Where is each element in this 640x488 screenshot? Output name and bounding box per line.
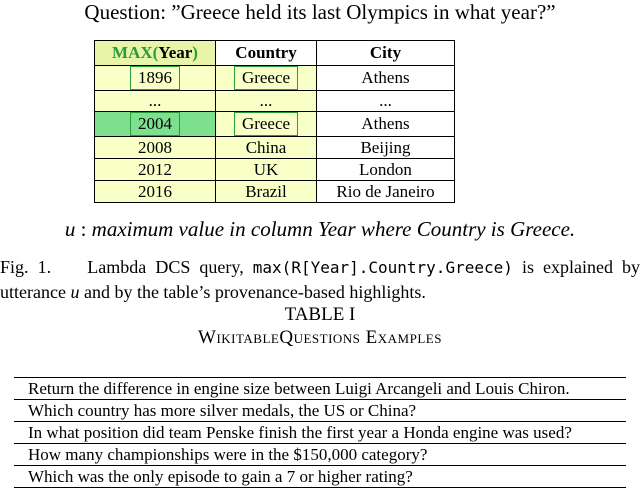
max-label: MAX(	[112, 43, 159, 62]
caption-pre: Lambda DCS query,	[87, 257, 244, 277]
caption-query: max(R[Year].Country.Greece)	[252, 258, 513, 277]
year-cell: 2008	[95, 137, 216, 159]
table-row	[14, 400, 626, 422]
utterance-text: maximum value in column Year where Country is Greece.	[91, 217, 576, 241]
example-cell: Which country has more silver medals, the US or China?	[14, 400, 626, 422]
year-cell: 2012	[95, 159, 216, 181]
table-header-row	[95, 41, 455, 66]
city-cell: Athens	[317, 66, 455, 91]
caption-post: and by the table’s provenance-based highlights.	[83, 282, 426, 302]
highlighted-year: 1896	[130, 66, 180, 90]
table-subtitle: WikitableQuestions Examples	[198, 327, 442, 348]
highlighted-country: Greece	[234, 66, 298, 90]
utterance	[0, 217, 640, 242]
city-cell: ...	[317, 91, 455, 112]
example-cell: In what position did team Penske finish the first year a Honda engine was used?	[14, 422, 626, 444]
year-cell: 2016	[95, 181, 216, 203]
table-row	[14, 466, 626, 488]
caption-var: u	[70, 282, 80, 302]
question-text: Question: ”Greece held its last Olympics in what year?”	[84, 0, 556, 24]
country-cell	[216, 66, 317, 91]
figure-caption	[0, 255, 640, 304]
caption-mid: is explained by utterance	[0, 257, 640, 302]
table-row	[14, 444, 626, 466]
year-header	[95, 41, 216, 66]
table-row	[14, 378, 626, 400]
year-cell	[95, 112, 216, 137]
year-label: Year	[158, 43, 193, 62]
utterance-var: u	[64, 217, 76, 241]
table-row	[95, 112, 455, 137]
country-cell	[216, 112, 317, 137]
city-cell: Athens	[317, 112, 455, 137]
example-cell: Which was the only episode to gain a 7 or higher rating?	[14, 466, 626, 488]
table-title: TABLE I	[284, 304, 356, 325]
country-header: Country	[216, 41, 317, 66]
city-header: City	[317, 41, 455, 66]
max-close: )	[192, 43, 198, 62]
country-cell: China	[216, 137, 317, 159]
example-cell: Return the difference in engine size between Luigi Arcangeli and Louis Chiron.	[14, 378, 626, 400]
city-cell: London	[317, 159, 455, 181]
examples-table	[14, 377, 626, 488]
highlighted-year: 2004	[130, 112, 180, 136]
city-cell: Rio de Janeiro	[317, 181, 455, 203]
example-cell: How many championships were in the $150,000 category?	[14, 444, 626, 466]
table-row	[95, 137, 455, 159]
table-row	[95, 159, 455, 181]
figure-table	[94, 40, 455, 203]
table-row	[95, 91, 455, 112]
country-cell: ...	[216, 91, 317, 112]
table-row	[14, 422, 626, 444]
country-cell: UK	[216, 159, 317, 181]
country-cell: Brazil	[216, 181, 317, 203]
table-row	[95, 181, 455, 203]
city-cell: Beijing	[317, 137, 455, 159]
year-cell	[95, 66, 216, 91]
caption-label: Fig. 1.	[0, 257, 52, 277]
table-row	[95, 66, 455, 91]
year-cell: ...	[95, 91, 216, 112]
utterance-sep: :	[75, 217, 92, 241]
highlighted-country: Greece	[234, 112, 298, 136]
